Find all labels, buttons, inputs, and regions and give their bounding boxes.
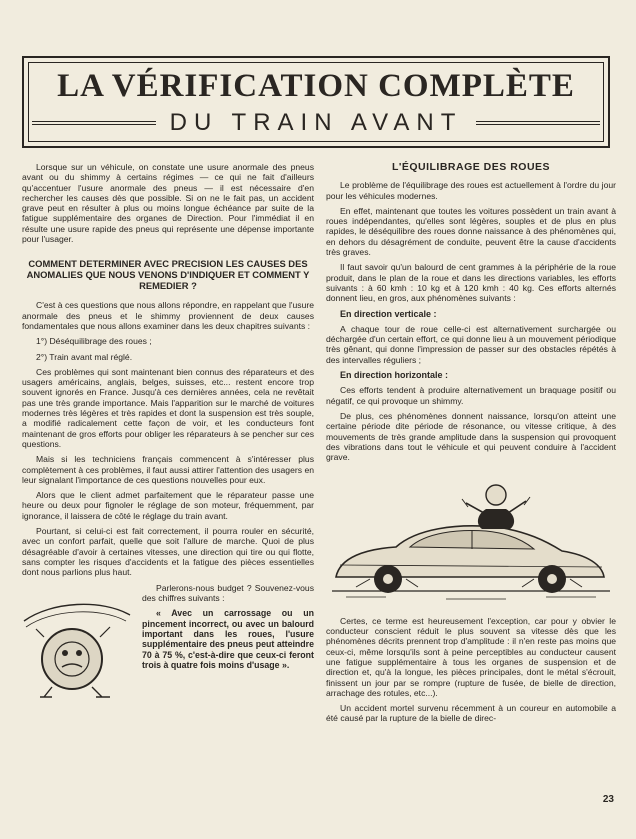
subtitle-rule-left [32,121,156,125]
page-number: 23 [602,794,614,805]
paragraph: Pourtant, si celui-ci est fait correctement, il pourra rouler en sécurité, avec un confort parfait, quelle que soit l'allure de marche. Quoi de plus désagréable d'avoir à certaines vitesses, une direction qui tire ou qui flotte, sans compter les risques d'accidents et la fatigue des pièces essentielles dont nous parlions plus haut. [22,526,314,578]
paragraph: C'est à ces questions que nous allons répondre, en rappelant que l'usure anormale des pneus et le shimmy proviennent de deux causes fondamentales que nous allons examiner dans les deux chapitres suivants : [22,300,314,331]
paragraph: A chaque tour de roue celle-ci est alternativement surchargée ou déchargée d'un certain effort, ce qui donne lieu à un mouvement périodique très gênant, qui donne l'impression de passer sur des obstacles répétés à des intervalles réguliers ; [326,323,616,365]
right-column [326,162,616,729]
title-frame [22,56,610,148]
list-item: 1°) Déséquilibrage des roues ; [36,336,152,347]
subheading-horizontal: En direction horizontale : [340,370,449,381]
paragraph: En effet, maintenant que toutes les voitures possèdent un train avant à roues indépendantes, qu'elles sont légères, souples et de plus en plus rapides, le déséquilibre des roues donne naissance à des phénomènes qui, en dehors du désagrément de conduite, peuvent être la cause d'accidents très graves. [326,205,616,258]
paragraph: De plus, ces phénomènes donnent naissance, lorsqu'on atteint une certaine période dite période de résonance, ou vitesse critique, à des mouvements de très grande amplitude dans la suspension qui provoquent des vibrations dans tout le véhicule et qui peuvent conduire à l'accident grave. [326,410,616,463]
left-column [22,162,314,676]
tire-cartoon-illustration [22,593,132,701]
budget-text [142,583,314,671]
page-subtitle: DU TRAIN AVANT [169,109,463,136]
paragraph: Ces problèmes qui sont maintenant bien connus des réparateurs et des usagers américains, anglais, belges, suisses, etc... restent encore trop souvent ignorés en France. Jusqu'à ces dernières années, cela ne revêtait pas une très grande importance. Mais l'apparition sur le marché de voitures modernes très légères et très rapides et dont la suspension est très souple, a modifié radicalement cette façon de voir, et les conducteurs font maintenant de gros efforts pour obliger les réparateurs à se pencher sur ces questions. [22,366,314,449]
section-heading-balancing: L'ÉQUILIBRAGE DES ROUES [391,161,551,173]
paragraph: Ces efforts tendent à produire alternativement un braquage positif ou négatif, ce qui provoque un shimmy. [326,385,616,406]
budget-block [22,583,314,671]
paragraph: Certes, ce terme est heureusement l'exception, car pour y obvier le conducteur conscient réduit le plus souvent sa vitesse dès que les phénomènes décrits prennent trop d'amplitude : il n'en reste pas moins que ceux-ci, même lorsqu'ils sont à peine perceptibles au conducteur causent une fatigue supplémentaire à tous les organes de suspension et de direction et, qu'à la longue, les pièces principales, dont le métal s'écrouit, finissent un jour par se rompre (rupture de fusée, de bielle de direction, arrachage des rotules, etc...). [326,615,616,698]
intro-paragraph: Lorsque sur un véhicule, on constate une usure anormale des pneus avant ou du shimmy à certains régimes — ce qui ne fait d'ailleurs qu'accentuer l'usure anormale des pneus — il est nécessaire d'en rechercher les causes dès que possible. Si on ne le fait pas, un accident grave peut en résulter à plus ou moins longue échéance par suite de la fatigue supplémentaire des organes de Direction. Pour l'immédiat il en résulte une usure rapide des pneus qui représente une dépense importante pour l'usager. [22,162,314,245]
paragraph: Mais si les techniciens français commencent à s'intéresser plus complètement à ces problèmes, il faut aussi attirer l'attention des usagers en leur signalant l'importance de ces questions nouvelles pour eux. [22,454,314,485]
page-title: LA VÉRIFICATION COMPLÈTE [57,68,575,104]
paragraph: Un accident mortel survenu récemment à un coureur en automobile a été causé par la rupture de la bielle de direc- [326,703,616,724]
subtitle-row [32,108,600,138]
tire-wear-quote: « Avec un carrossage ou un pincement incorrect, ou avec un balourd important dans les roues, l'usure supplémentaire des pneus peut atteindre 70 à 75 %, c'est-à-dire que ceux-ci feront trois à quatre fois moins d'usage ». [142,608,314,671]
car-cartoon-illustration [326,479,616,605]
list-item: 2°) Train avant mal réglé. [36,351,133,362]
paragraph: Il faut savoir qu'un balourd de cent grammes à la périphérie de la roue produit, dans le plan de la roue et dans les directions variables, les efforts suivants : à 60 kmh : 10 kg et à 120 kmh : 40 kg. Ces efforts alternés donnent lieu, en gros, aux phénomènes suivants : [326,262,616,304]
paragraph: Parlerons-nous budget ? Souvenez-vous des chiffres suivants : [142,582,314,603]
subtitle-rule-right [476,121,600,125]
section-heading-causes: COMMENT DETERMINER AVEC PRECISION LES CAUSES DES ANOMALIES QUE NOUS VENONS D'INDIQUER ET COMMENT Y REMEDIER ? [26,258,310,292]
paragraph: Le problème de l'équilibrage des roues est actuellement à l'ordre du jour pour les véhicules modernes. [326,180,616,201]
paragraph: Alors que le client admet parfaitement que le réparateur passe une heure ou deux pour fignoler le réglage de son moteur, fréquemment, par ignorance, il laissera de côté le réglage du train avant. [22,490,314,521]
subheading-vertical: En direction verticale : [340,308,437,319]
